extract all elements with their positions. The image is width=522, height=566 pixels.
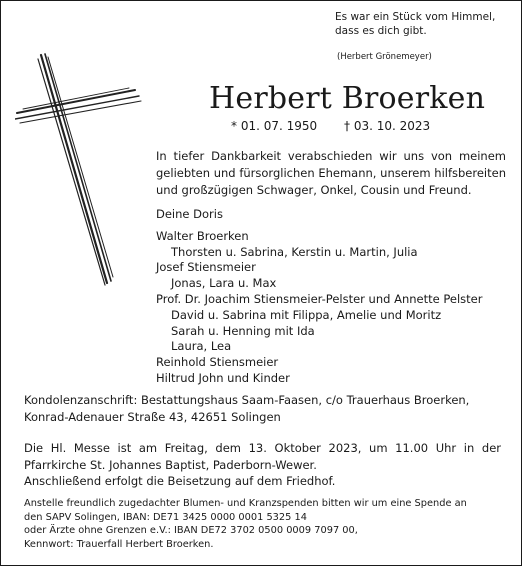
mourner-line: Laura, Lea: [171, 339, 232, 354]
mourner-line: Prof. Dr. Joachim Stiensmeier-Pelster und Annette Pelster: [156, 291, 483, 306]
deceased-name: Herbert Broerken: [209, 81, 486, 116]
donation-line: Kennwort: Trauerfall Herbert Broerken.: [24, 538, 214, 550]
donation-line: den SAPV Solingen, IBAN: DE71 3425 0000 0001 5325 14: [24, 511, 307, 523]
mass-line: Pfarrkirche St. Johannes Baptist, Paderborn-Wewer.: [24, 457, 317, 472]
mourner-line: Reinhold Stiensmeier: [156, 355, 279, 370]
mourner-line: Jonas, Lara u. Max: [171, 276, 277, 291]
quote: [335, 10, 495, 38]
mourners-list: [156, 207, 482, 387]
condolence-address: [24, 392, 469, 426]
quote-source: (Herbert Grönemeyer): [337, 52, 432, 62]
intro-text: In tiefer Dankbarkeit verabschieden wir uns von meinem geliebten und fürsorglichen Ehemann, unserem hilfsbereiten und großzügigen Schwager, Onkel, Cousin und Freund.: [156, 149, 506, 197]
death-date: † 03. 10. 2023: [344, 119, 431, 133]
mourner-line: Hiltrud John und Kinder: [156, 370, 290, 385]
donation-info: [24, 497, 467, 551]
condolence-line: Kondolenzanschrift: Bestattungshaus Saam-Faasen, c/o Trauerhaus Broerken,: [24, 393, 470, 407]
mourner-line: Sarah u. Henning mit Ida: [171, 323, 315, 338]
quote-line: dass es dich gibt.: [335, 25, 427, 37]
mourner-line: Josef Stiensmeier: [156, 260, 256, 275]
mass-line: Anschließend erfolgt die Beisetzung auf dem Friedhof.: [24, 474, 336, 488]
condolence-line: Konrad-Adenauer Straße 43, 42651 Solingen: [24, 410, 281, 424]
mass-line: Die Hl. Messe ist am Freitag, dem 13. Oktober 2023, um 11.00 Uhr in der: [24, 441, 501, 455]
quote-line: Es war ein Stück vom Himmel,: [335, 11, 496, 23]
spouse-line: Deine Doris: [156, 207, 223, 221]
donation-line: oder Ärzte ohne Grenzen e.V.: IBAN DE72 3702 0500 0009 7097 00,: [24, 525, 358, 536]
mourner-line: David u. Sabrina mit Filippa, Amelie und Moritz: [171, 307, 442, 322]
birth-date: * 01. 07. 1950: [231, 119, 318, 133]
mourner-line: Walter Broerken: [156, 228, 249, 243]
donation-line: Anstelle freundlich zugedachter Blumen- und Kranzspenden bitten wir um eine Spende an: [24, 498, 467, 509]
mourner-line: Thorsten u. Sabrina, Kerstin u. Martin, Julia: [171, 244, 418, 259]
mass-info: [24, 440, 501, 490]
